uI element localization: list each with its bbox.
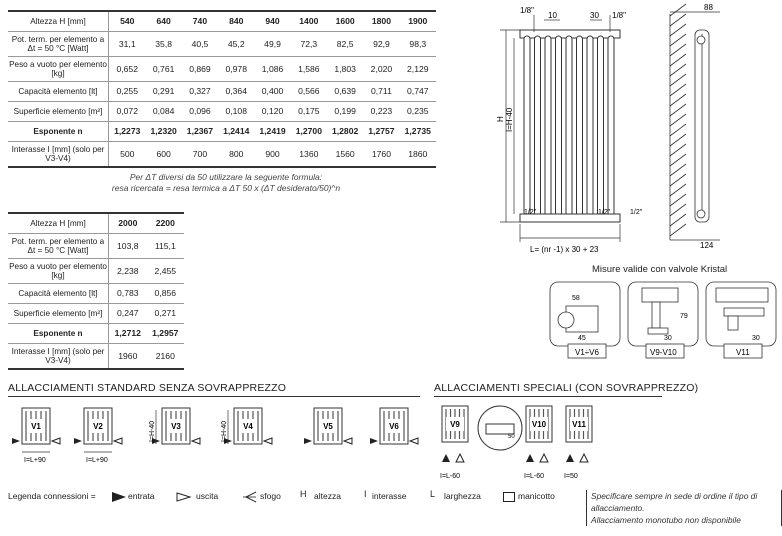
- legend-I-symbol: I: [364, 489, 367, 499]
- dim-half-c: 1/2": [630, 209, 643, 216]
- wall-hatch: [670, 154, 686, 166]
- row-label: Pot. term. per elemento a Δt = 50 °C [Watt]: [8, 32, 109, 57]
- table-cell: 1960: [109, 344, 147, 370]
- column-header: 540: [109, 11, 146, 32]
- wall-hatch: [670, 84, 686, 96]
- radiator-tube: [545, 36, 551, 216]
- table-cell: 800: [218, 142, 254, 168]
- table-cell: 1560: [327, 142, 363, 168]
- table-cell: 2,020: [363, 57, 399, 82]
- formula-note-line1: Per ΔT diversi da 50 utilizzare la seguente formula:: [129, 172, 323, 182]
- legend-uscita: uscita: [196, 491, 219, 501]
- table-cell: 115,1: [147, 234, 184, 259]
- table-cell: 1,2712: [109, 324, 147, 344]
- radiator-tube: [577, 36, 583, 216]
- table-row: [8, 57, 436, 82]
- table-cell: 0,175: [291, 102, 327, 122]
- table-cell: 2,129: [400, 57, 436, 82]
- standard-connections-diagram: [8, 398, 422, 468]
- valve-v2-d79: 79: [680, 313, 688, 320]
- table-cell: 40,5: [182, 32, 218, 57]
- table-cell: 0,096: [182, 102, 218, 122]
- arrow-outline-icon: [176, 492, 192, 502]
- connection-code: V3: [171, 422, 181, 431]
- table-cell: 1,2957: [147, 324, 184, 344]
- table-cell: 45,2: [218, 32, 254, 57]
- wall-hatch: [670, 134, 686, 146]
- valve-v1-d58: 58: [572, 295, 580, 302]
- dim-right-text: 1/8": [612, 11, 626, 20]
- wall-hatch: [670, 64, 686, 76]
- table-cell: 1,086: [254, 57, 290, 82]
- radiator-drawing: [490, 0, 730, 262]
- radiator-front-view: [520, 30, 620, 222]
- mini-radiator: [22, 408, 50, 444]
- valve-v1-d45: 45: [578, 335, 586, 342]
- row-label: Superficie elemento [m²]: [8, 102, 109, 122]
- table-cell: 1,2320: [146, 122, 182, 142]
- column-header: 740: [182, 11, 218, 32]
- order-note-line1: Specificare sempre in sede di ordine il tipo di: [591, 491, 758, 501]
- connection-dim: I=L+90: [24, 457, 46, 464]
- row-label: Capacità elemento [lt]: [8, 284, 109, 304]
- valve-v1-label: V1÷V6: [575, 348, 599, 357]
- table-cell: 1,2802: [327, 122, 363, 142]
- wall-hatch: [670, 74, 686, 86]
- formula-note: [96, 172, 356, 194]
- column-header: 2000: [109, 213, 147, 234]
- connection-dim: I=L-60: [524, 473, 545, 480]
- table-cell: 0,869: [182, 57, 218, 82]
- table-cell: 0,247: [109, 304, 147, 324]
- column-header: 1400: [291, 11, 327, 32]
- connection-code: V4: [243, 422, 253, 431]
- row-label: Esponente n: [8, 324, 109, 344]
- row-label: Capacità elemento [lt]: [8, 82, 109, 102]
- table-header-row: [8, 213, 184, 234]
- table-cell: 31,1: [109, 32, 146, 57]
- radiator-side-view: [670, 4, 720, 240]
- wall-hatch: [670, 204, 686, 216]
- legend-larghezza: larghezza: [444, 491, 481, 501]
- table-cell: 0,856: [147, 284, 184, 304]
- table-cell: 500: [109, 142, 146, 168]
- dim-10-text: 10: [548, 11, 557, 20]
- table-cell: 0,978: [218, 57, 254, 82]
- wall-hatch: [670, 44, 686, 56]
- mini-radiator: [442, 406, 468, 442]
- table-cell: 900: [254, 142, 290, 168]
- mini-radiator: [526, 406, 552, 442]
- table-cell: 0,108: [218, 102, 254, 122]
- table-cell: 0,761: [146, 57, 182, 82]
- table-cell: 1,2273: [109, 122, 146, 142]
- table-cell: 1360: [291, 142, 327, 168]
- table-header-row: [8, 11, 436, 32]
- table-row: [8, 142, 436, 168]
- table-cell: 0,783: [109, 284, 147, 304]
- table-cell: 35,8: [146, 32, 182, 57]
- table-cell: 0,652: [109, 57, 146, 82]
- row-label: Peso a vuoto per elemento [kg]: [8, 57, 109, 82]
- table-row: [8, 284, 184, 304]
- table-cell: 2160: [147, 344, 184, 370]
- table-cell: 0,327: [182, 82, 218, 102]
- valve-details: [548, 278, 780, 362]
- table-cell: 103,8: [109, 234, 147, 259]
- wall-hatch: [670, 164, 686, 176]
- valve-v3-label: V11: [736, 348, 750, 357]
- table-cell: 98,3: [400, 32, 436, 57]
- row-label: Pot. term. per elemento a Δt = 50 °C [Watt]: [8, 234, 109, 259]
- wall-hatch: [670, 124, 686, 136]
- table-cell: 1,2757: [363, 122, 399, 142]
- table-cell: 49,9: [254, 32, 290, 57]
- dim-half-b: 1/2": [598, 209, 611, 216]
- valve-v3-d30: 30: [752, 335, 760, 342]
- order-note-line2: allacciamento.: [591, 503, 645, 513]
- table-cell: 1,2367: [182, 122, 218, 142]
- table-cell: 0,711: [363, 82, 399, 102]
- legend-altezza: altezza: [314, 491, 341, 501]
- legend-entrata: entrata: [128, 491, 155, 501]
- legend-manicotto: manicotto: [518, 491, 555, 501]
- wall-hatch: [670, 24, 686, 36]
- formula-note-line2: resa ricercata = resa termica a ΔT 50 x (ΔT desiderato/50)^n: [111, 183, 341, 193]
- table-row: [8, 344, 184, 370]
- legend-H-symbol: H: [300, 489, 307, 499]
- mini-radiator: [566, 406, 592, 442]
- table-cell: 0,291: [146, 82, 182, 102]
- table-cell: 700: [182, 142, 218, 168]
- table-cell: 1,2700: [291, 122, 327, 142]
- table-row: [8, 234, 184, 259]
- radiator-tube: [535, 36, 541, 216]
- legend-sfogo: sfogo: [260, 491, 281, 501]
- wall-hatch: [670, 54, 686, 66]
- wall-hatch: [670, 4, 686, 16]
- table-cell: 0,084: [146, 102, 182, 122]
- connection-code: V10: [531, 420, 547, 429]
- table-row: [8, 304, 184, 324]
- standard-divider: [8, 396, 420, 397]
- table-cell: 72,3: [291, 32, 327, 57]
- wall-hatch: [670, 104, 686, 116]
- dim-I-text: I=H-40: [505, 107, 514, 132]
- table-cell: 1860: [400, 142, 436, 168]
- table-cell: 82,5: [327, 32, 363, 57]
- spec-table-2: [8, 212, 184, 370]
- connection-dim: I=H-40: [149, 420, 156, 442]
- table-cell: 1,2735: [400, 122, 436, 142]
- dim-88-text: 88: [704, 3, 713, 12]
- radiator-tube: [524, 36, 530, 216]
- dim-L-text: L= (nr -1) x 30 + 23: [530, 245, 599, 254]
- dim-left-text: 1/8": [520, 6, 534, 15]
- table-cell: 0,199: [327, 102, 363, 122]
- connection-dim: I=50: [564, 473, 578, 480]
- table-cell: 0,223: [363, 102, 399, 122]
- radiator-tube: [587, 36, 593, 216]
- row-label: Superficie elemento [m²]: [8, 304, 109, 324]
- wall-hatch: [670, 114, 686, 126]
- legend-interasse: interasse: [372, 491, 407, 501]
- table-cell: 1,586: [291, 57, 327, 82]
- legend-L-symbol: L: [430, 489, 436, 499]
- table-cell: 92,9: [363, 32, 399, 57]
- mini-radiator: [234, 408, 262, 444]
- valve-v2-label: V9-V10: [650, 348, 677, 357]
- connection-code: V1: [31, 422, 41, 431]
- dim-124-text: 124: [700, 241, 714, 250]
- special-title: ALLACCIAMENTI SPECIALI (CON SOVRAPPREZZO): [434, 382, 699, 394]
- table-cell: 2,238: [109, 259, 147, 284]
- table-row: [8, 259, 184, 284]
- mini-radiator: [314, 408, 342, 444]
- radiator-tube: [556, 36, 562, 216]
- special-divider: [434, 396, 662, 397]
- valves-title: Misure valide con valvole Kristal: [592, 264, 728, 275]
- row-label: Peso a vuoto per elemento [kg]: [8, 259, 109, 284]
- row-label: Esponente n: [8, 122, 109, 142]
- row-label: Interasse I [mm] (solo per V3-V4): [8, 344, 109, 370]
- connection-code: V9: [450, 420, 460, 429]
- column-header: 640: [146, 11, 182, 32]
- table-cell: 1,2419: [254, 122, 290, 142]
- column-header: 840: [218, 11, 254, 32]
- table-cell: 0,271: [147, 304, 184, 324]
- table-cell: 1,803: [327, 57, 363, 82]
- valve-v2-d30: 30: [664, 335, 672, 342]
- connection-code: V2: [93, 422, 103, 431]
- wall-hatch: [670, 214, 686, 226]
- standard-title: ALLACCIAMENTI STANDARD SENZA SOVRAPPREZZO: [8, 382, 287, 394]
- wall-hatch: [670, 94, 686, 106]
- column-header: 940: [254, 11, 290, 32]
- table-cell: 0,120: [254, 102, 290, 122]
- table-row: [8, 82, 436, 102]
- table-cell: 0,639: [327, 82, 363, 102]
- table-cell: 0,072: [109, 102, 146, 122]
- column-header: 1900: [400, 11, 436, 32]
- column-header: 1600: [327, 11, 363, 32]
- connection-code: V5: [323, 422, 333, 431]
- wall-hatch: [670, 174, 686, 186]
- table-row: [8, 122, 436, 142]
- spec-table-1: [8, 10, 436, 168]
- wall-hatch: [670, 194, 686, 206]
- mini-radiator: [162, 408, 190, 444]
- wall-hatch: [670, 144, 686, 156]
- radiator-tube: [608, 36, 614, 216]
- column-header: 1800: [363, 11, 399, 32]
- table-cell: 600: [146, 142, 182, 168]
- table-cell: 2,455: [147, 259, 184, 284]
- table-cell: 1,2414: [218, 122, 254, 142]
- wall-hatch: [670, 184, 686, 196]
- table-cell: 0,255: [109, 82, 146, 102]
- table-cell: 0,235: [400, 102, 436, 122]
- connection-dim: I=L+90: [86, 457, 108, 464]
- connection-dim: I=L-60: [440, 473, 461, 480]
- wall-hatch: [670, 34, 686, 46]
- mini-radiator: [380, 408, 408, 444]
- table-cell: 0,364: [218, 82, 254, 102]
- connection-code: V11: [572, 420, 586, 429]
- legend-prefix: Legenda connessioni =: [8, 491, 96, 501]
- arrow-filled-icon: [112, 492, 128, 502]
- detail-dim: 50: [508, 434, 515, 440]
- radiator-tube: [598, 36, 604, 216]
- table-row: [8, 102, 436, 122]
- legend: [8, 491, 588, 505]
- table-row: [8, 32, 436, 57]
- vent-arrow-icon: [242, 491, 258, 503]
- dim-half-a: 1/2": [524, 209, 537, 216]
- header-label: Altezza H [mm]: [8, 213, 109, 234]
- table-cell: 0,400: [254, 82, 290, 102]
- dim-30-text: 30: [590, 11, 599, 20]
- column-header: 2200: [147, 213, 184, 234]
- connection-code: V6: [389, 422, 399, 431]
- header-label: Altezza H [mm]: [8, 11, 109, 32]
- table-cell: 1760: [363, 142, 399, 168]
- radiator-tube: [566, 36, 572, 216]
- sleeve-icon: [503, 492, 515, 502]
- table-row: [8, 324, 184, 344]
- mini-radiator: [84, 408, 112, 444]
- row-label: Interasse I [mm] (solo per V3-V4): [8, 142, 109, 168]
- wall-hatch: [670, 14, 686, 26]
- table-cell: 0,747: [400, 82, 436, 102]
- order-note-line3: Allacciamento monotubo non disponibile: [591, 515, 741, 525]
- special-connections-diagram: [434, 398, 614, 480]
- dim-H-text: H: [496, 116, 505, 122]
- connection-dim: I=H-40: [221, 420, 228, 442]
- table-cell: 0,566: [291, 82, 327, 102]
- wall-hatch: [670, 224, 686, 236]
- order-note: [586, 490, 782, 526]
